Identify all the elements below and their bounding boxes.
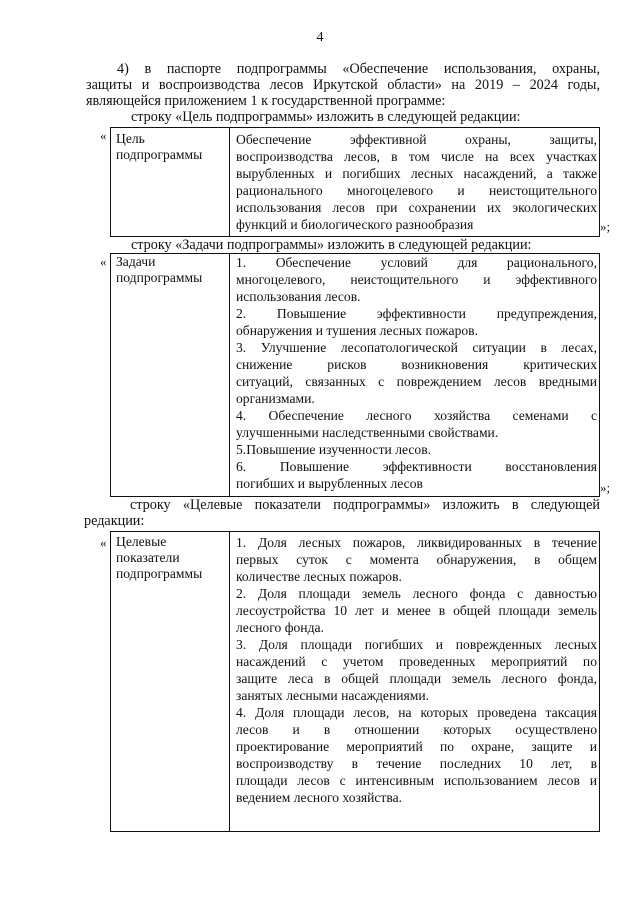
content-line: проектирование мероприятий по охране, защите и xyxy=(236,739,597,754)
content-line: использования лесов при сохранении их экологических xyxy=(236,200,597,215)
content-line: погибших и вырубленных лесов xyxy=(236,476,423,491)
label-line: подпрограммы xyxy=(116,270,203,285)
tasks-content xyxy=(236,254,597,492)
intro-line: защиты и воспроизводства лесов Иркутской области» на 2019 – 2024 годы, xyxy=(86,77,600,93)
content-line: занятых лесными насаждениями. xyxy=(236,688,430,703)
content-line: количестве лесных пожаров. xyxy=(236,569,402,584)
open-quote: « xyxy=(100,535,107,550)
label-line: показатели xyxy=(116,550,180,565)
content-line: площади лесов с интенсивным использованием лесов и xyxy=(236,773,597,788)
content-line: 2. Повышение эффективности предупреждения, xyxy=(236,306,597,321)
content-line: ситуаций, связанных с повреждением лесов вредными xyxy=(236,374,597,389)
open-quote: « xyxy=(100,254,107,269)
intro-line: 4) в паспорте подпрограммы «Обеспечение использования, охраны, xyxy=(117,61,600,77)
content-line: лесного фонда. xyxy=(236,620,324,635)
tasks-table xyxy=(110,253,600,497)
column-divider xyxy=(229,254,230,496)
content-line: снижение рисков возникновения критических xyxy=(236,357,597,372)
content-line: защите леса в общей площади земель лесного фонда, xyxy=(236,671,597,686)
content-line: организмами. xyxy=(236,391,315,406)
content-line: 4. Обеспечение лесного хозяйства семенами с xyxy=(236,408,597,423)
content-line: лесов и в отношении которых осуществлено xyxy=(236,722,597,737)
indicators-table xyxy=(110,531,600,832)
goal-label xyxy=(116,131,202,163)
tasks-label xyxy=(116,254,202,286)
content-line: рационального многоцелевого и неистощительного xyxy=(236,183,597,198)
column-divider xyxy=(229,532,230,831)
content-line: 4. Доля площади лесов, на которых проведена таксация xyxy=(236,705,597,720)
intro-paragraph xyxy=(86,61,600,109)
content-line: 3. Доля площади погибших и поврежденных лесных xyxy=(236,637,597,652)
content-line: вырубленных и погибших лесных насаждений, а также xyxy=(236,166,597,181)
section-caption-goal: строку «Цель подпрограммы» изложить в следующей редакции: xyxy=(131,109,521,125)
column-divider xyxy=(229,128,230,236)
indicators-content xyxy=(236,534,597,806)
close-quote: »; xyxy=(600,480,611,495)
content-line: первых суток с момента обнаружения, в общем xyxy=(236,552,597,567)
open-quote: « xyxy=(100,128,107,143)
content-line: 1. Обеспечение условий для рационального, xyxy=(236,255,597,270)
content-line: Обеспечение эффективной охраны, защиты, xyxy=(236,132,597,147)
content-line: воспроизводства лесов, в том числе на всех участках xyxy=(236,149,597,164)
intro-line: являющейся приложением 1 к государственной программе: xyxy=(86,93,446,109)
content-line: улучшенными наследственными свойствами. xyxy=(236,425,499,440)
indicators-label xyxy=(116,534,202,582)
content-line: лесоустройства 10 лет и менее в общей площади земель xyxy=(236,603,597,618)
page-number: 4 xyxy=(316,30,324,45)
content-line: функций и биологического разнообразия xyxy=(236,217,474,232)
caption-line: редакции: xyxy=(84,513,145,529)
label-line: Целевые xyxy=(116,534,167,549)
label-line: Цель xyxy=(116,131,145,146)
content-line: ведением лесного хозяйства. xyxy=(236,790,403,805)
label-line: подпрограммы xyxy=(116,566,203,581)
content-line: воспроизводству в течение последних 10 лет, в xyxy=(236,756,597,771)
label-line: подпрограммы xyxy=(116,147,203,162)
content-line: 6. Повышение эффективности восстановления xyxy=(236,459,597,474)
close-quote: »; xyxy=(600,219,611,234)
section-caption-tasks: строку «Задачи подпрограммы» изложить в следующей редакции: xyxy=(131,237,532,253)
label-line: Задачи xyxy=(116,254,156,269)
content-line: использования лесов. xyxy=(236,289,361,304)
goal-content xyxy=(236,131,597,233)
content-line: обнаружения и тушения лесных пожаров. xyxy=(236,323,478,338)
goal-table xyxy=(110,127,600,237)
content-line: 1. Доля лесных пожаров, ликвидированных в течение xyxy=(236,535,597,550)
content-line: 2. Доля площади земель лесного фонда с давностью xyxy=(236,586,597,601)
section-caption-indicators xyxy=(86,497,600,529)
content-line: многоцелевого, неистощительного и эффективного xyxy=(236,272,597,287)
caption-line: строку «Целевые показатели подпрограммы» изложить в следующей xyxy=(130,497,600,513)
content-line: 3. Улучшение лесопатологической ситуации в лесах, xyxy=(236,340,597,355)
content-line: 5.Повышение изученности лесов. xyxy=(236,442,432,457)
content-line: насаждений с учетом проведенных мероприятий по xyxy=(236,654,597,669)
